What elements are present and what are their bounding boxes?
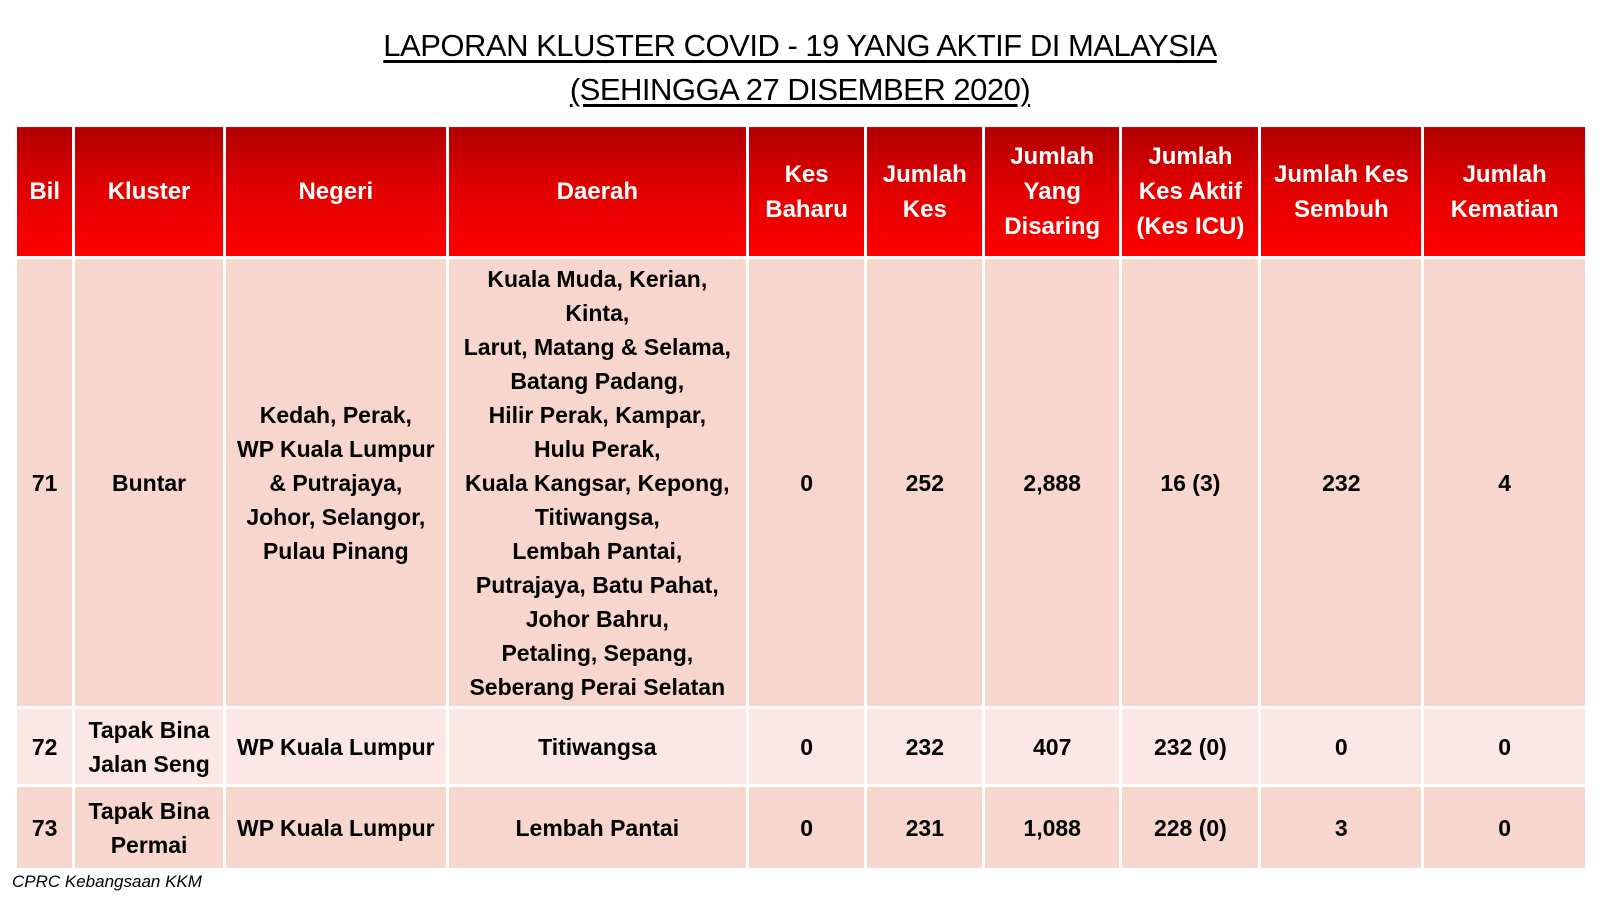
cell-negeri-line: Kedah, Perak, bbox=[259, 401, 412, 428]
cell-jumlah-kes: 252 bbox=[866, 258, 984, 708]
cell-daerah-line: Kuala Muda, Kerian, bbox=[487, 265, 708, 292]
header-jumlah-kes-line: Jumlah bbox=[882, 160, 967, 188]
cell-daerah-line: Lembah Pantai, bbox=[512, 537, 683, 564]
table-row bbox=[16, 786, 1587, 870]
cell-negeri-line: WP Kuala Lumpur bbox=[236, 814, 435, 841]
header-jumlah-disaring-line: Yang bbox=[1023, 178, 1081, 205]
cell-bil: 71 bbox=[16, 258, 74, 708]
cell-negeri-line: & Putrajaya, bbox=[269, 469, 403, 496]
cell-daerah bbox=[447, 786, 747, 870]
cell-daerah-line: Petaling, Sepang, bbox=[501, 639, 694, 666]
cell-kluster-line: Tapak Bina bbox=[88, 797, 210, 824]
header-jumlah-sembuh-line: Sembuh bbox=[1293, 195, 1389, 223]
cell-daerah-line: Kuala Kangsar, Kepong, bbox=[465, 469, 730, 496]
cell-jumlah-kematian: 4 bbox=[1423, 258, 1587, 708]
header-jumlah-kematian bbox=[1423, 126, 1587, 258]
header-bil: Bil bbox=[16, 126, 74, 258]
cell-kluster bbox=[74, 786, 224, 870]
cell-jumlah-aktif: 228 (0) bbox=[1121, 786, 1260, 870]
header-kes-baharu-line: Baharu bbox=[765, 195, 848, 223]
cell-jumlah-kes: 231 bbox=[866, 786, 984, 870]
header-jumlah-kes-line: Kes bbox=[902, 195, 947, 223]
cell-jumlah-aktif: 232 (0) bbox=[1121, 708, 1260, 786]
header-kes-baharu bbox=[747, 126, 866, 258]
report-title bbox=[0, 24, 1600, 112]
cell-kluster-line: Tapak Bina bbox=[88, 716, 210, 743]
cell-kes-baharu: 0 bbox=[747, 258, 866, 708]
cell-daerah-line: Larut, Matang & Selama, bbox=[463, 333, 731, 360]
cell-daerah-line: Lembah Pantai bbox=[515, 814, 680, 841]
cell-jumlah-aktif: 16 (3) bbox=[1121, 258, 1260, 708]
table-header-row bbox=[16, 126, 1587, 258]
header-jumlah-aktif-line: (Kes ICU) bbox=[1136, 213, 1245, 240]
cell-negeri-line: WP Kuala Lumpur bbox=[236, 733, 435, 760]
cell-kluster-line: Permai bbox=[110, 831, 188, 858]
cell-negeri bbox=[224, 708, 447, 786]
cell-jumlah-kematian: 0 bbox=[1423, 786, 1587, 870]
header-jumlah-disaring bbox=[984, 126, 1121, 258]
report-title-line2: (SEHINGGA 27 DISEMBER 2020) bbox=[569, 72, 1031, 107]
header-jumlah-kematian-line: Jumlah bbox=[1462, 160, 1547, 188]
cell-daerah-line: Titiwangsa bbox=[538, 733, 657, 760]
cell-jumlah-sembuh: 232 bbox=[1260, 258, 1423, 708]
header-jumlah-sembuh bbox=[1260, 126, 1423, 258]
cell-daerah-line: Titiwangsa, bbox=[534, 503, 660, 530]
header-negeri: Negeri bbox=[224, 126, 447, 258]
cell-jumlah-sembuh: 3 bbox=[1260, 786, 1423, 870]
header-jumlah-kes bbox=[866, 126, 984, 258]
cell-daerah-line: Hulu Perak, bbox=[534, 435, 661, 462]
header-jumlah-disaring-line: Disaring bbox=[1004, 213, 1101, 240]
cell-daerah-line: Hilir Perak, Kampar, bbox=[488, 401, 706, 428]
report-title-line1: LAPORAN KLUSTER COVID - 19 YANG AKTIF DI MALAYSIA bbox=[383, 28, 1217, 63]
header-jumlah-sembuh-line: Jumlah Kes bbox=[1273, 160, 1409, 188]
cell-negeri-line: WP Kuala Lumpur bbox=[236, 435, 435, 462]
header-jumlah-aktif bbox=[1121, 126, 1260, 258]
cell-kes-baharu: 0 bbox=[747, 708, 866, 786]
header-kes-baharu-line: Kes bbox=[784, 160, 829, 188]
cell-daerah-line: Batang Padang, bbox=[510, 367, 685, 394]
cluster-table bbox=[14, 124, 1588, 871]
cell-kluster-line: Buntar bbox=[111, 469, 187, 496]
cell-jumlah-kematian: 0 bbox=[1423, 708, 1587, 786]
cell-kluster-line: Jalan Seng bbox=[88, 750, 210, 777]
cell-kluster bbox=[74, 258, 224, 708]
source-note: CPRC Kebangsaan KKM bbox=[12, 872, 202, 891]
cell-jumlah-sembuh: 0 bbox=[1260, 708, 1423, 786]
cell-negeri bbox=[224, 258, 447, 708]
cell-negeri bbox=[224, 786, 447, 870]
cell-kes-baharu: 0 bbox=[747, 786, 866, 870]
header-daerah: Daerah bbox=[447, 126, 747, 258]
header-jumlah-disaring-line: Jumlah bbox=[1010, 143, 1095, 170]
cell-jumlah-disaring: 2,888 bbox=[984, 258, 1121, 708]
cell-daerah-line: Seberang Perai Selatan bbox=[469, 673, 726, 700]
cell-bil: 73 bbox=[16, 786, 74, 870]
table-row bbox=[16, 708, 1587, 786]
cell-bil: 72 bbox=[16, 708, 74, 786]
cell-jumlah-disaring: 1,088 bbox=[984, 786, 1121, 870]
cell-daerah bbox=[447, 708, 747, 786]
header-jumlah-aktif-line: Jumlah bbox=[1148, 143, 1233, 170]
cell-daerah-line: Johor Bahru, bbox=[525, 605, 669, 632]
cell-daerah-line: Putrajaya, Batu Pahat, bbox=[475, 571, 719, 598]
cell-jumlah-kes: 232 bbox=[866, 708, 984, 786]
cell-jumlah-disaring: 407 bbox=[984, 708, 1121, 786]
cell-negeri-line: Johor, Selangor, bbox=[246, 503, 426, 530]
cell-negeri-line: Pulau Pinang bbox=[262, 537, 409, 564]
cell-daerah bbox=[447, 258, 747, 708]
header-jumlah-kematian-line: Kematian bbox=[1450, 195, 1559, 223]
cell-kluster bbox=[74, 708, 224, 786]
table-row bbox=[16, 258, 1587, 708]
cell-daerah-line: Kinta, bbox=[565, 299, 630, 326]
header-kluster: Kluster bbox=[74, 126, 224, 258]
header-jumlah-aktif-line: Kes Aktif bbox=[1138, 178, 1242, 205]
